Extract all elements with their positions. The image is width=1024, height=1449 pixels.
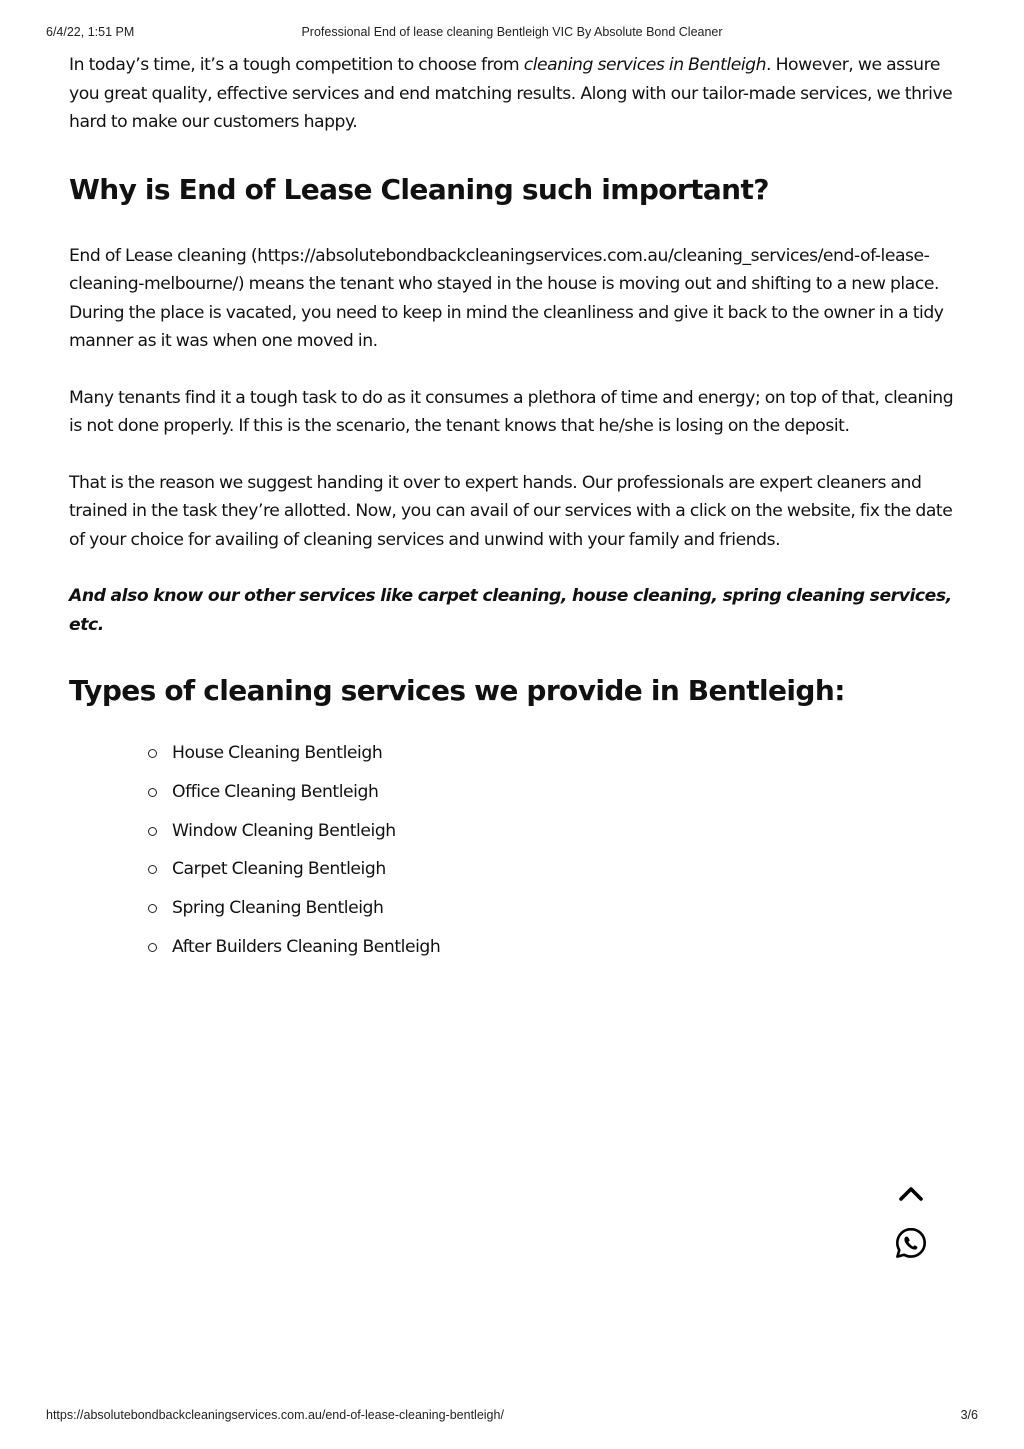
other-services-note: And also know our other services like carpet cleaning, house cleaning, spring cleaning services, etc. — [69, 586, 952, 635]
print-footer — [46, 1408, 978, 1424]
circle-bullet-icon — [148, 827, 157, 836]
circle-bullet-icon — [148, 749, 157, 758]
print-page-title: Professional End of lease cleaning Bentleigh VIC By Absolute Bond Cleaner — [301, 25, 723, 39]
list-item — [148, 933, 961, 972]
intro-emphasis: cleaning services in Bentleigh — [523, 55, 767, 75]
service-label: After Builders Cleaning Bentleigh — [172, 936, 441, 957]
why-heading: Why is End of Lease Cleaning such important? — [69, 172, 769, 206]
scroll-to-top-button[interactable] — [896, 1180, 926, 1206]
list-item — [148, 817, 961, 856]
intro-text-after: . However, we assure you great quality, effective services and end matching results. Along with our tailor-made services, we thrive hard to make our customers happy. — [69, 55, 953, 132]
circle-bullet-icon — [148, 788, 157, 797]
service-label: Office Cleaning Bentleigh — [172, 781, 379, 802]
service-label: Window Cleaning Bentleigh — [172, 820, 396, 841]
whatsapp-icon — [894, 1226, 928, 1260]
intro-paragraph — [69, 51, 961, 137]
article-content — [69, 51, 961, 972]
service-label: House Cleaning Bentleigh — [172, 743, 383, 763]
why-paragraph-experts: That is the reason we suggest handing it over to expert hands. Our professionals are expert cleaners and trained in the task they’re allotted. Now, you can avail of our services with a click on the website, fix the date of your choice for availing of cleaning services and unwind with your family and friends. — [69, 472, 953, 550]
circle-bullet-icon — [148, 904, 157, 913]
intro-text-before: In today’s time, it’s a tough competition to choose from — [69, 55, 524, 75]
page-number: 3/6 — [960, 1408, 978, 1422]
services-list — [148, 739, 961, 972]
circle-bullet-icon — [148, 865, 157, 874]
list-item — [148, 855, 961, 894]
list-item — [148, 894, 961, 933]
service-label: Spring Cleaning Bentleigh — [172, 898, 384, 919]
list-item — [148, 778, 961, 817]
why-paragraph-definition: End of Lease cleaning (https://absolutebondbackcleaningservices.com.au/cleaning_services/end-of-lease-cleaning-melbourne/) means the tenant who stayed in the house is moving out and shifting to a new place. During the place is vacated, you need to keep in mind the cleanliness and give it back to the owner in a tidy manner as it was when one moved in. — [69, 245, 944, 351]
service-label: Carpet Cleaning Bentleigh — [172, 859, 386, 880]
circle-bullet-icon — [148, 943, 157, 952]
print-header — [46, 25, 978, 41]
print-datetime: 6/4/22, 1:51 PM — [46, 25, 135, 39]
list-item — [148, 739, 961, 778]
chevron-up-icon — [898, 1184, 924, 1202]
print-page-url: https://absolutebondbackcleaningservices.com.au/end-of-lease-cleaning-bentleigh/ — [46, 1408, 504, 1422]
why-paragraph-tenants: Many tenants find it a tough task to do as it consumes a plethora of time and energy; on top of that, cleaning is not done properly. If this is the scenario, the tenant knows that he/she is losing on the deposit. — [69, 387, 954, 436]
types-heading: Types of cleaning services we provide in Bentleigh: — [69, 674, 845, 707]
whatsapp-button[interactable] — [893, 1225, 929, 1261]
